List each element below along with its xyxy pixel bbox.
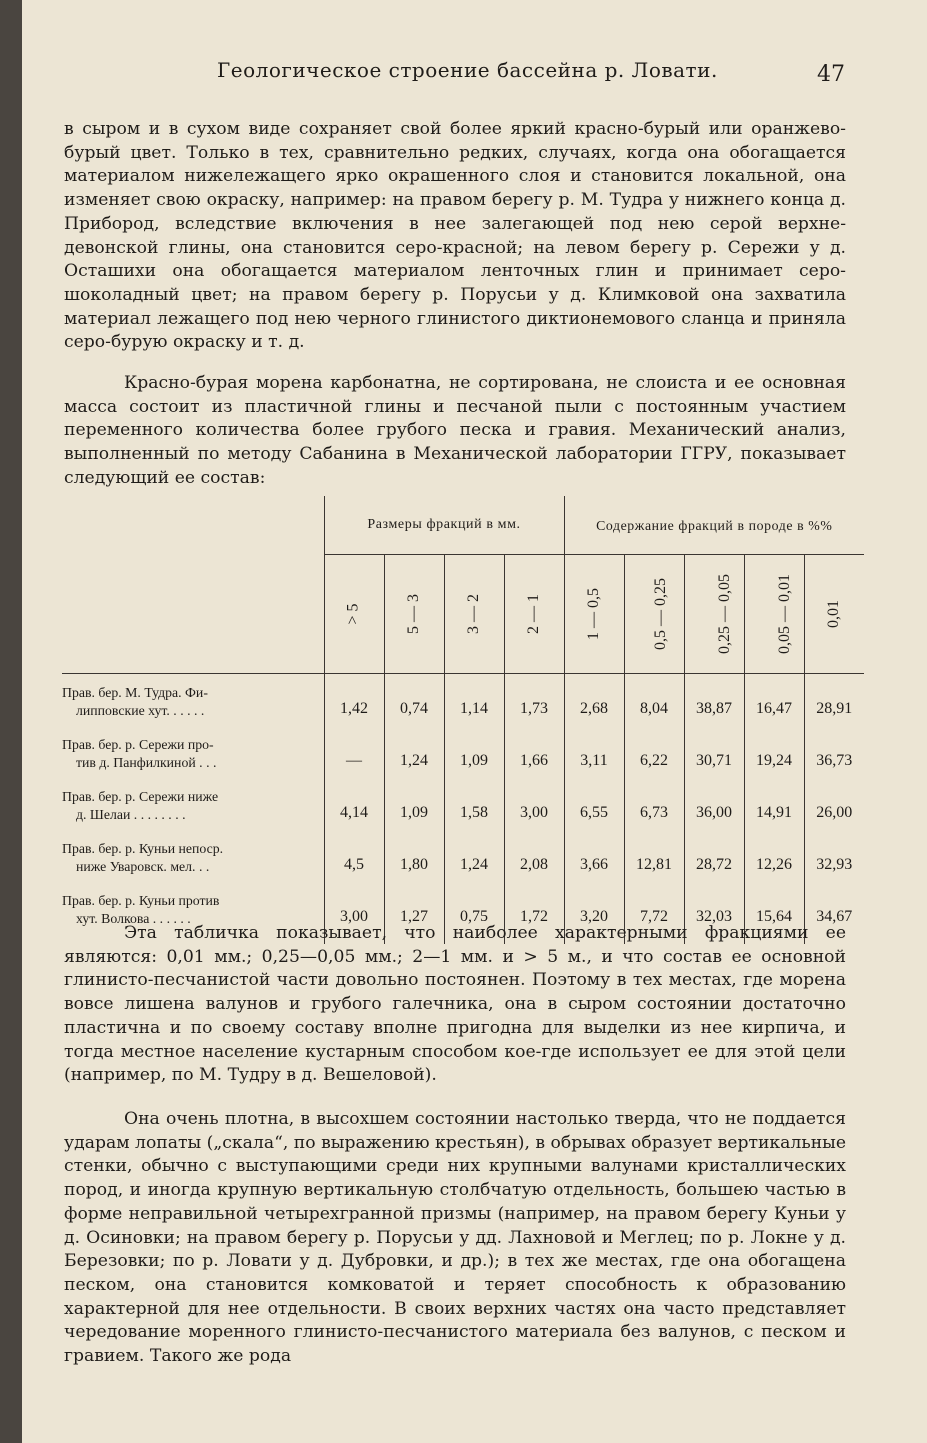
group-header-content: Содержание фракций в породе в %% bbox=[564, 496, 864, 555]
value-column: 16,47 19,24 14,91 12,26 15,64 bbox=[744, 674, 804, 945]
value-column: 8,04 6,22 6,73 12,81 7,72 bbox=[624, 674, 684, 945]
paragraph-3: Эта табличка показывает, что наиболее характерными фракциями ее являются: 0,01 мм.; 0,25—0,05 мм.; 2—1 мм. и > 5 м., и что состав ее основной глинисто-песчанистой части довольно постоянен. Поэтому в тех местах, где морена вовсе лишена валунов и грубого галечника, она в сыром состоянии достаточно пластична и по своему составу вполне пригодна для выделки из нее кирпича, и тогда местное население кустарным способом кое-где использует ее для этой цели (например, по М. Тудру в д. Вешеловой). bbox=[64, 923, 846, 1086]
column-header: 5 — 3 bbox=[384, 555, 444, 674]
table-corner bbox=[62, 496, 324, 674]
column-header: 0,01 bbox=[804, 555, 864, 674]
row-label: Прав. бер. р. Сережи ниже д. Шелаи . . . . . . . . bbox=[62, 789, 219, 822]
paragraph-1: в сыром и в сухом виде сохраняет свой более яркий красно-бурый или оранжево-бурый цвет. Только в тех, сравнительно редких, случаях, когда она обогащается материалом нижележащего ярко окрашенного слоя и становится локальной, она изменяет свою окраску, например: на правом берегу р. М. Тудра у нижнего конца д. Прибород, вследствие включения в нее залегающей под нею серой верхне-девонской глины, она становится серо-красной; на левом берегу р. Сережи у д. Осташихи она обогащается материалом ленточных глин и принимает серо-шоколадный цвет; на правом берегу р. Порусьи у д. Климковой она захватила материал лежащего под нею черного глинистого диктионемового сланца и приняла серо-бурую окраску и т. д. bbox=[64, 119, 846, 353]
paragraph-4: Она очень плотна, в высохшем состоянии настолько тверда, что не поддается ударам лопаты („скала“, по выражению крестьян), в обрывах образует вертикальные стенки, обычно с выступающими среди них крупными валунами кристаллических пород, и иногда крупную вертикальную столбчатую отдельность, большею частью в форме неправильной четырехгранной призмы (например, на правом берегу Куньи у д. Осиновки; на правом берегу р. Порусьи у дд. Лахновой и Меглец; по р. Локне у д. Березовки; по р. Ловати у д. Дубровки, и др.); в тех же местах, где она обогащена песком, она становится комковатой и теряет способность к образованию характерной для нее отдельности. В своих верхних частях она часто представляет чередование моренного глинисто-песчанистого материала без валунов, с песком и гравием. Такого же рода bbox=[64, 1109, 846, 1367]
row-labels bbox=[62, 674, 324, 945]
column-header: 3 — 2 bbox=[444, 555, 504, 674]
value-column: 1,14 1,09 1,58 1,24 0,75 bbox=[444, 674, 504, 945]
column-header: 0,5 — 0,25 bbox=[624, 555, 684, 674]
running-title: Геологическое строение бассейна р. Ловати. bbox=[217, 58, 718, 82]
row-label: Прав. бер. р. Куньи непоср. ниже Уваровск. мел. . . bbox=[62, 841, 224, 874]
column-header: 0,05 — 0,01 bbox=[744, 555, 804, 674]
column-header: 2 — 1 bbox=[504, 555, 564, 674]
group-header-sizes: Размеры фракций в мм. bbox=[324, 496, 564, 555]
row-label: Прав. бер. р. Куньи против хут. Волкова . . . . . . bbox=[62, 893, 220, 926]
value-column: 28,91 36,73 26,00 32,93 34,67 bbox=[804, 674, 864, 945]
value-column: 1,73 1,66 3,00 2,08 1,72 bbox=[504, 674, 564, 945]
value-column: 1,42 — 4,14 4,5 3,00 bbox=[324, 674, 384, 945]
book-page bbox=[22, 0, 927, 1443]
value-column: 0,74 1,24 1,09 1,80 1,27 bbox=[384, 674, 444, 945]
value-column: 2,68 3,11 6,55 3,66 3,20 bbox=[564, 674, 624, 945]
page-number: 47 bbox=[817, 62, 845, 87]
row-label: Прав. бер. р. Сережи про- тив д. Панфилкиной . . . bbox=[62, 737, 217, 770]
column-header: > 5 bbox=[324, 555, 384, 674]
row-label: Прав. бер. М. Тудра. Фи- липповские хут. . . . . . bbox=[62, 685, 208, 718]
value-column: 38,87 30,71 36,00 28,72 32,03 bbox=[684, 674, 744, 945]
granulometric-table bbox=[62, 496, 864, 944]
column-header: 1 — 0,5 bbox=[564, 555, 624, 674]
column-header: 0,25 — 0,05 bbox=[684, 555, 744, 674]
paragraph-2: Красно-бурая морена карбонатна, не сортирована, не слоиста и ее основная масса состоит из пластичной глины и песчаной пыли с постоянным участием переменного количества более грубого песка и гравия. Механический анализ, выполненный по методу Сабанина в Механической лаборатории ГГРУ, показывает следующий ее состав: bbox=[64, 373, 846, 488]
